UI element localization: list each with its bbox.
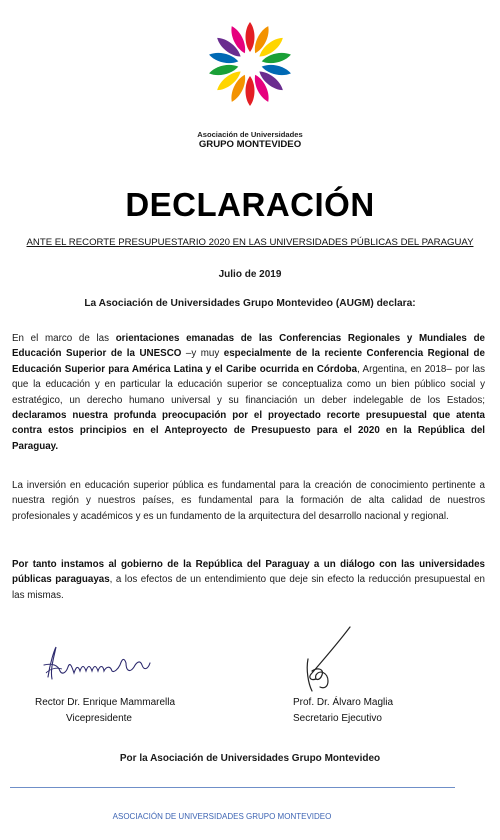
signatory-1 xyxy=(35,695,185,726)
augm-sun-logo-icon xyxy=(203,8,297,124)
document-intro: La Asociación de Universidades Grupo Montevideo (AUGM) declara: xyxy=(84,298,416,309)
logo-petal-shape xyxy=(246,76,255,106)
footer-text: ASOCIACIÓN DE UNIVERSIDADES GRUPO MONTEVIDEO xyxy=(112,812,332,821)
closing-line: Por la Asociación de Universidades Grupo Montevideo xyxy=(119,753,381,764)
logo-petal xyxy=(246,76,255,106)
signature-mammarella xyxy=(40,643,152,683)
signatory-2 xyxy=(293,695,413,726)
logo-name-line2: GRUPO MONTEVIDEO xyxy=(198,139,302,150)
document-title: DECLARACIÓN xyxy=(125,186,375,223)
paragraph-1-bold-b: especialmente de la reciente Conferencia Regional de Educación Superior para América Latina y el Caribe ocurrida en Córdoba xyxy=(12,348,485,375)
paragraph-1-text-c: , Argentina, en 2018– por las que la educación y en particular la educación superior se conceptualiza como un bien público social y estratégico, un derecho humano universal y su financiación un deber indelegable de los Estados; xyxy=(12,363,486,406)
signature-maglia xyxy=(298,623,358,695)
signatory-1-name: Rector Dr. Enrique Mammarella xyxy=(35,697,176,708)
logo-name-line1: Asociación de Universidades xyxy=(197,130,303,139)
signatory-2-name: Prof. Dr. Álvaro Maglia xyxy=(293,697,394,708)
paragraph-3 xyxy=(12,557,485,603)
paragraph-3-bold: Por tanto instamos al gobierno de la República del Paraguay a un diálogo con las universidades públicas paraguayas xyxy=(12,559,485,586)
signatory-2-role: Secretario Ejecutivo xyxy=(293,712,382,724)
paragraph-1-text-b: –y muy xyxy=(181,348,224,360)
paragraph-3-text: , a los efectos de un entendimiento que deje sin efecto la reducción presupuestal en las mismas. xyxy=(12,574,486,601)
logo-petal xyxy=(246,22,255,52)
signatory-1-role: Vicepresidente xyxy=(66,712,132,724)
paragraph-1-bold-a: orientaciones emanadas de las Conferencias Regionales y Mundiales de Educación Superior de la UNESCO xyxy=(12,333,486,360)
augm-logo xyxy=(183,2,317,148)
paragraph-2: La inversión en educación superior pública es fundamental para la creación de conocimiento pertinente a nuestra región y nuestros países, es fundamental para la formación de alta calidad de nuestros profesionales y académicos y es un fundamento de la arquitectura del desarrollo nacional y regional. xyxy=(12,480,485,522)
logo-petal-shape xyxy=(246,22,255,52)
document-date: Julio de 2019 xyxy=(218,269,282,280)
paragraph-1-bold-c: declaramos nuestra profunda preocupación por el proyectado recorte presupuestal que atenta contra estos principios en el Anteproyecto de Presupuesto para el 2020 en la República del Paraguay. xyxy=(12,410,485,452)
footer-divider xyxy=(10,787,455,788)
paragraph-1 xyxy=(12,331,485,454)
paragraph-1-text-a: En el marco de las xyxy=(12,333,116,344)
document-subtitle: ANTE EL RECORTE PRESUPUESTARIO 2020 EN LAS UNIVERSIDADES PÚBLICAS DEL PARAGUAY xyxy=(26,237,474,248)
